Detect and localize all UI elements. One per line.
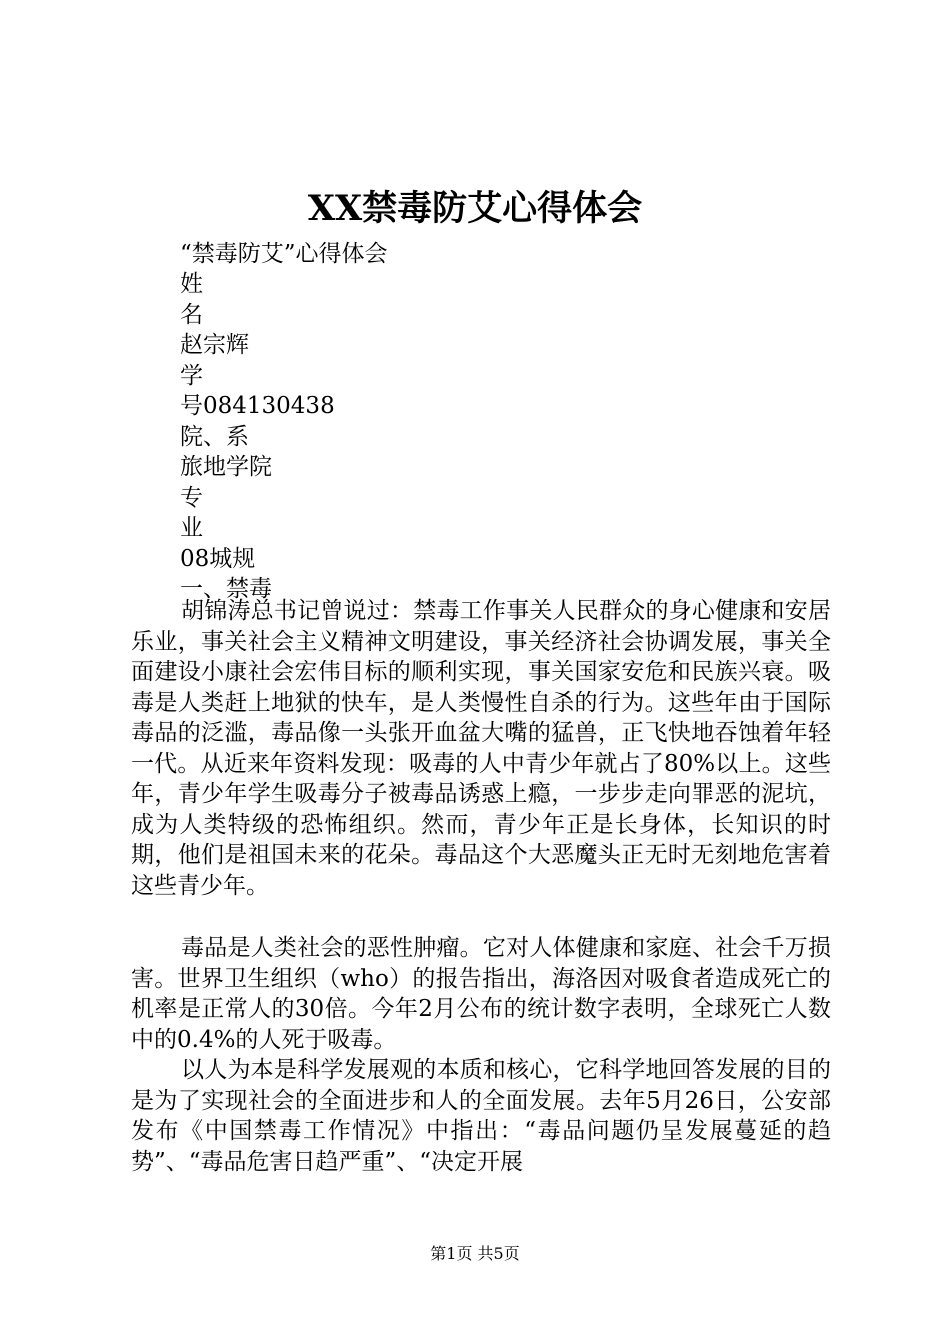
body-paragraph-3: 以人为本是科学发展观的本质和核心，它科学地回答发展的目的是为了实现社会的全面进步和人的全面发展。去年5月26日，公安部发布《中国禁毒工作情况》中指出：“毒品问题仍呈发展蔓延的趋势”、“毒品危害日趋严重”、“决定开展 <box>131 1057 831 1175</box>
name-label-char-1: 姓 <box>180 271 203 297</box>
page-footer: 第1页 共5页 <box>430 1244 520 1263</box>
body-paragraph-2: 毒品是人类社会的恶性肿瘤。它对人体健康和家庭、社会千万损害。世界卫生组织（who）的报告指出，海洛因对吸食者造成死亡的机率是正常人的30倍。今年2月公布的统计数字表明，全球死亡人数中的0.4%的人死于吸毒。 <box>131 935 831 1053</box>
major-label-char-2: 业 <box>180 515 203 541</box>
student-id-label-char-1: 学 <box>180 363 203 389</box>
section-heading: 一、禁毒 <box>180 576 272 602</box>
name-value: 赵宗辉 <box>180 332 249 358</box>
student-id-line: 号084130438 <box>180 393 335 419</box>
major-value: 08城规 <box>180 546 256 572</box>
name-label-char-2: 名 <box>180 302 203 328</box>
subtitle-line: “禁毒防艾”心得体会 <box>180 241 388 267</box>
department-label: 院、系 <box>180 424 249 450</box>
body-paragraph-1: 胡锦涛总书记曾说过：禁毒工作事关人民群众的身心健康和安居乐业，事关社会主义精神文明建设，事关经济社会协调发展，事关全面建设小康社会宏伟目标的顺利实现，事关国家安危和民族兴衰。吸毒是人类赶上地狱的快车，是人类慢性自杀的行为。这些年由于国际毒品的泛滥，毒品像一头张开血盆大嘴的猛兽，正飞快地吞蚀着年轻一代。从近来年资料发现：吸毒的人中青少年就占了80%以上。这些年，青少年学生吸毒分子被毒品诱惑上瘾，一步步走向罪恶的泥坑，成为人类特级的恐怖组织。然而，青少年正是长身体，长知识的时期，他们是祖国未来的花朵。毒品这个大恶魔头正无时无刻地危害着这些青少年。 <box>131 598 831 899</box>
department-value: 旅地学院 <box>180 454 272 480</box>
document-title: XX禁毒防艾心得体会 <box>307 188 643 229</box>
major-label-char-1: 专 <box>180 485 203 511</box>
